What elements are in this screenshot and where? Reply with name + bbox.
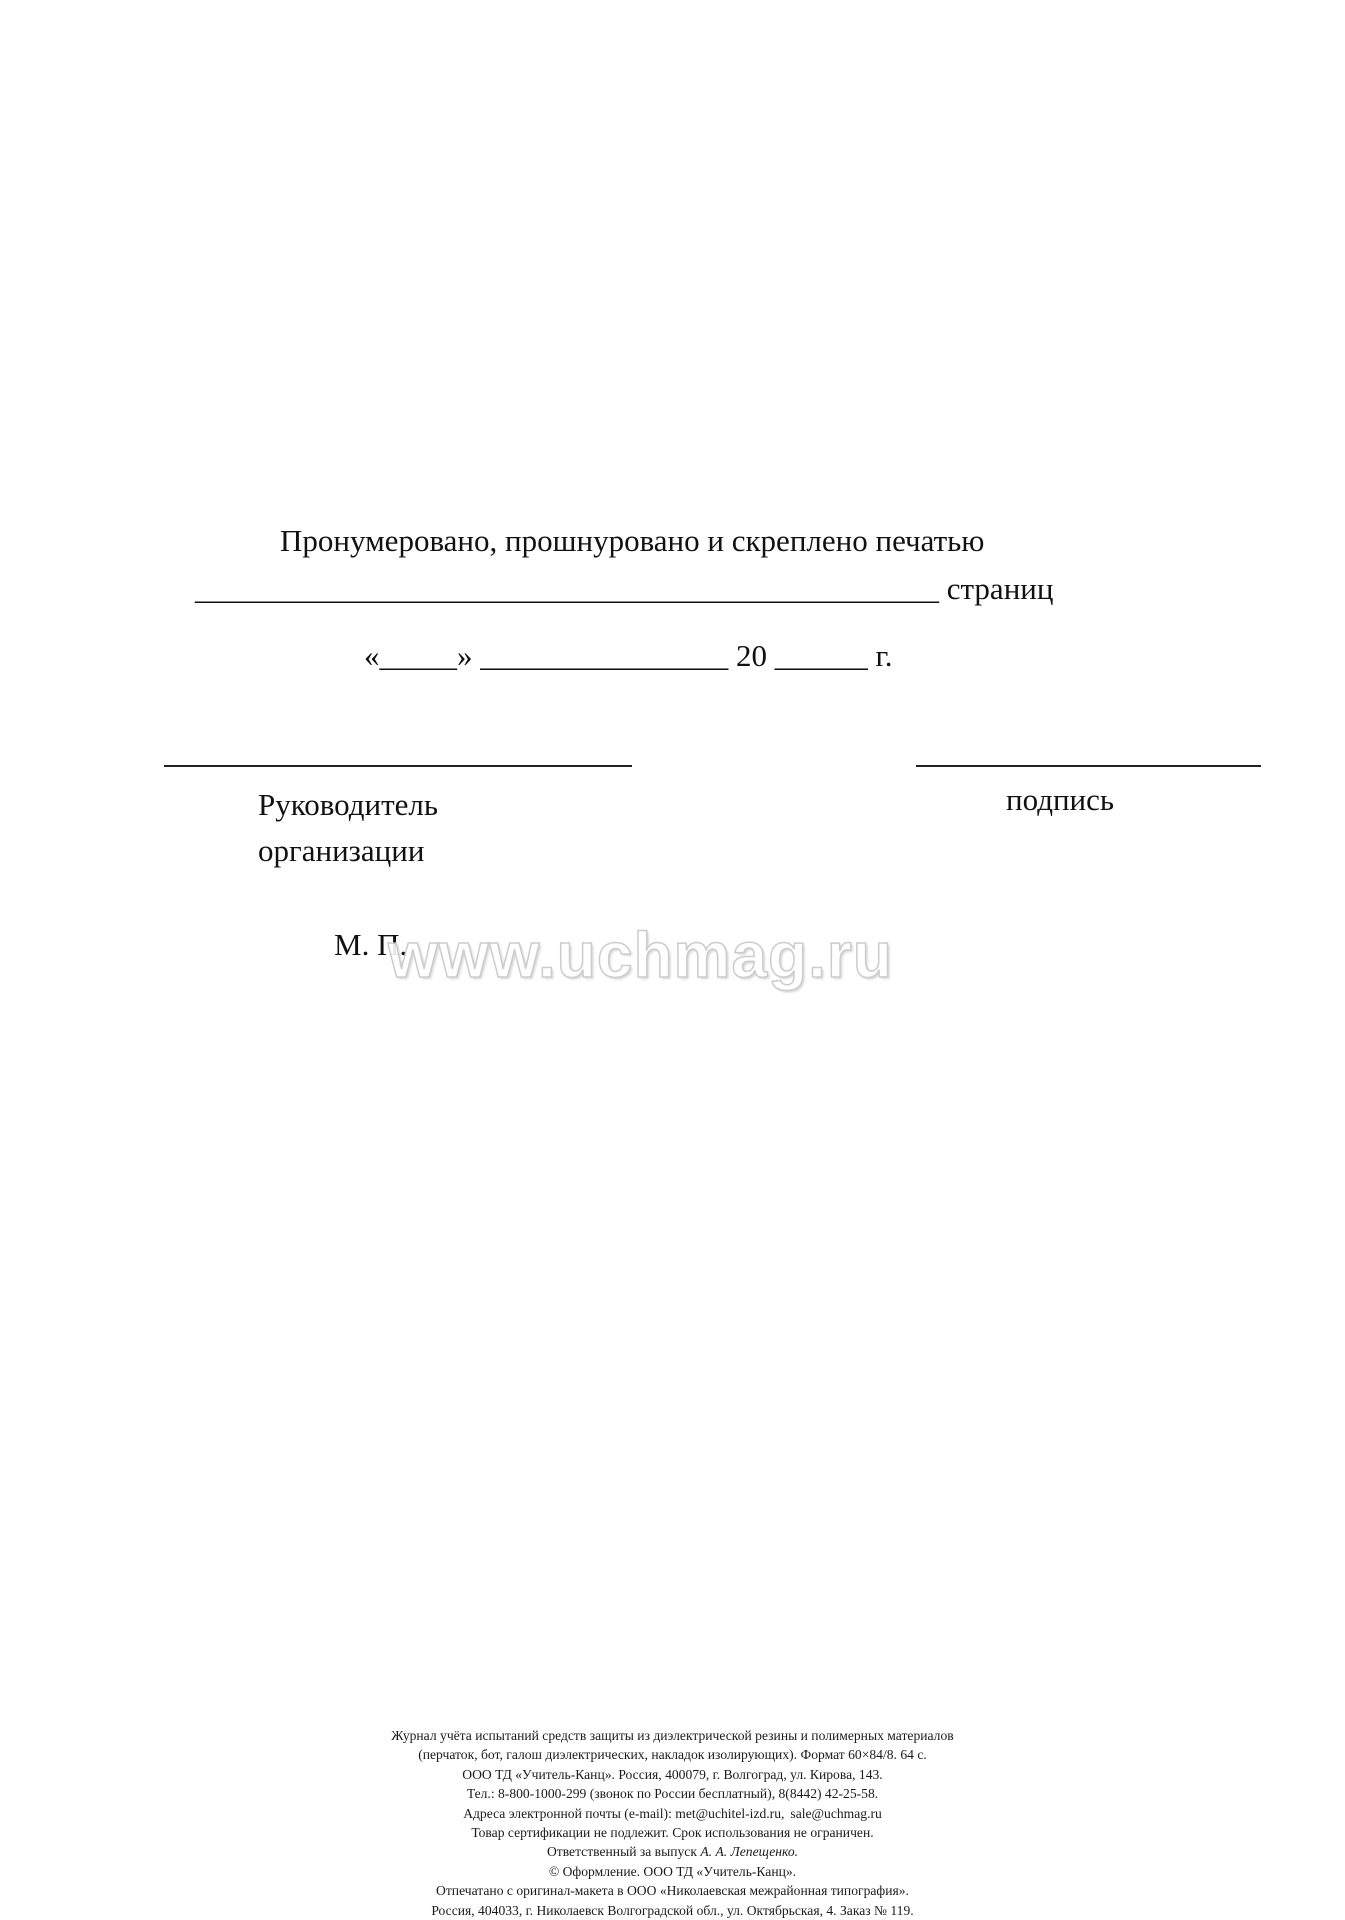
imprint-line: (перчаток, бот, галош диэлектрических, накладок изолирующих). Формат 60×84/8. 64 с. [418, 1747, 927, 1763]
imprint-responsible-prefix: Ответственный за выпуск [546, 1844, 697, 1860]
watermark: www.uchmag.ru [388, 919, 893, 991]
signature-line [916, 765, 1261, 767]
pages-word: страниц [946, 571, 1054, 606]
date-line: «_____» ________________ 20 ______ г. [364, 638, 893, 673]
signature-label: подпись [1006, 782, 1115, 817]
pages-count-blank: ________________________________________________ [195, 571, 939, 606]
imprint-line: Тел.: 8-800-1000-299 (звонок по России бесплатный), 8(8442) 42-25-58. [466, 1786, 879, 1802]
imprint-line: Товар сертификации не подлежит. Срок использования не ограничен. [471, 1825, 874, 1841]
publisher-imprint [0, 1726, 1345, 1920]
imprint-email-sale: sale@uchmag.ru [790, 1805, 882, 1821]
head-of-organization-label [258, 782, 438, 874]
imprint-line: Россия, 404033, г. Николаевск Волгоградской обл., ул. Октябрьская, 4. Заказ № 119. [431, 1902, 914, 1918]
head-label-line2: организации [258, 833, 425, 868]
head-signature-line [164, 765, 632, 767]
head-label-line1: Руководитель [258, 787, 439, 822]
imprint-responsible-name: А. А. Лепещенко. [700, 1844, 799, 1860]
imprint-line: Журнал учёта испытаний средств защиты из диэлектрической резины и полимерных материалов [391, 1728, 954, 1743]
pages-count-line [195, 571, 1053, 607]
imprint-line-emails [0, 1804, 1345, 1823]
imprint-line-responsible [0, 1842, 1345, 1861]
imprint-line: ООО ТД «Учитель-Канц». Россия, 400079, г. Волгоград, ул. Кирова, 143. [462, 1766, 883, 1782]
stamp-place-label: М. П. [334, 927, 408, 962]
imprint-line: © Оформление. ООО ТД «Учитель-Канц». [548, 1863, 797, 1879]
imprint-line: Отпечатано с оригинал-макета в ООО «Николаевская межрайонная типография». [436, 1883, 909, 1899]
certification-title: Пронумеровано, прошнуровано и скреплено печатью [280, 523, 985, 558]
imprint-email-prefix: Адреса электронной почты (e-mail): met@uchitel-izd.ru, [463, 1805, 785, 1821]
